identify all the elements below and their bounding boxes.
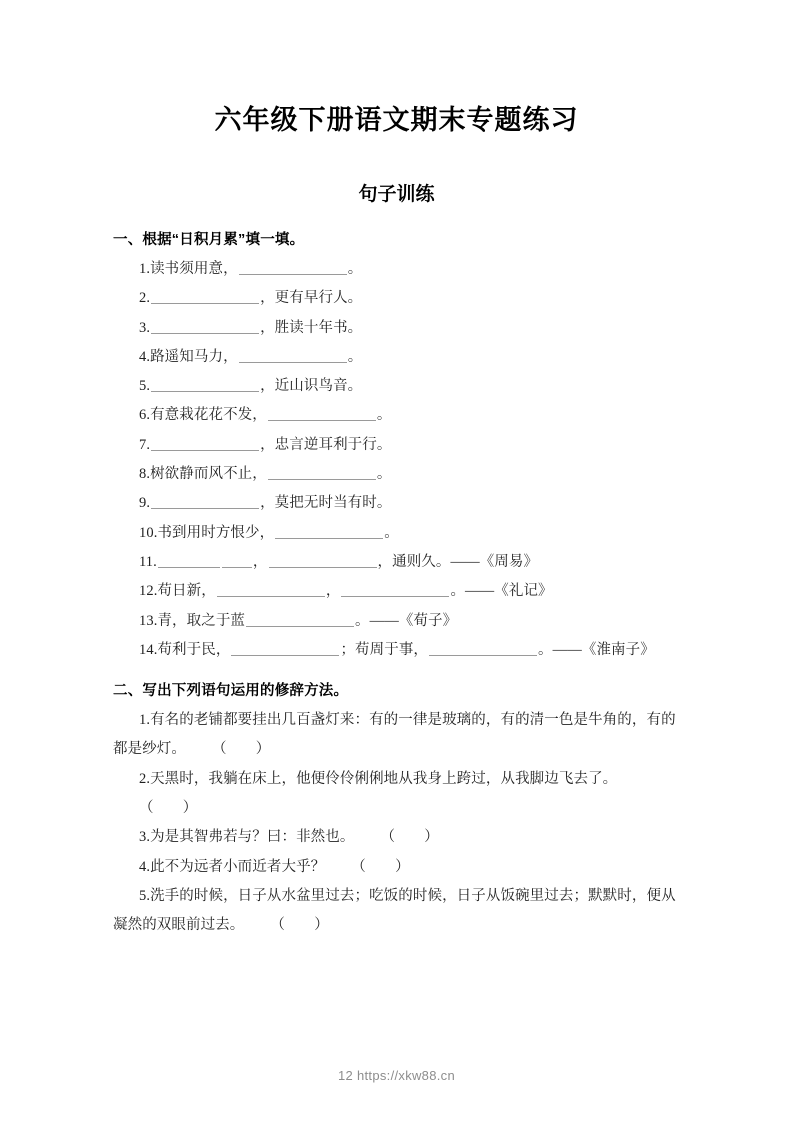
- question-number: 11.: [139, 553, 157, 570]
- question-item: [113, 314, 681, 343]
- question-text: 洗手的时候，日子从水盆里过去；吃饭的时候，日子从饭碗里过去；默默时，便从凝然的双眼前过去。: [113, 887, 676, 934]
- question-text: ；苟周于事，: [340, 641, 429, 658]
- answer-parentheses[interactable]: （ ）: [351, 858, 410, 875]
- question-number: 5.: [139, 378, 151, 395]
- question-text: 苟日新，: [157, 583, 216, 600]
- question-item: [113, 636, 681, 665]
- question-list-1: [113, 255, 681, 665]
- fill-in-blank[interactable]: [239, 260, 347, 275]
- fill-in-blank[interactable]: [246, 612, 354, 627]
- question-number: 2.: [139, 290, 151, 307]
- answer-parentheses[interactable]: （ ）: [212, 741, 271, 758]
- question-text: 树欲静而风不止，: [150, 466, 267, 483]
- fill-in-blank[interactable]: [341, 582, 449, 597]
- fill-in-blank[interactable]: [151, 289, 259, 304]
- question-text: 。: [384, 524, 399, 541]
- question-number: 1.: [139, 261, 151, 277]
- question-text: 。——《荀子》: [355, 612, 458, 629]
- question-number: 3.: [139, 319, 151, 336]
- question-number: 2.: [139, 770, 151, 787]
- fill-in-blank[interactable]: [151, 319, 259, 334]
- question-number: 14.: [139, 641, 158, 658]
- question-item: [113, 255, 681, 284]
- question-list-2: [113, 706, 681, 940]
- fill-in-blank[interactable]: [239, 348, 347, 363]
- question-text: ，莫把无时当有时。: [260, 495, 392, 512]
- page-title: 六年级下册语文期末专题练习: [214, 105, 579, 135]
- question-text: 。——《礼记》: [450, 583, 553, 600]
- question-item: [113, 284, 681, 313]
- fill-in-blank[interactable]: [151, 494, 259, 509]
- question-number: 1.: [139, 712, 151, 729]
- question-text: 有名的老铺都要挂出几百盏灯来：有的一律是玻璃的，有的清一色是牛角的，有的都是纱灯。: [113, 712, 676, 758]
- section-heading-1: 一、根据“日积月累”填一填。: [113, 232, 305, 248]
- question-text: 。: [347, 348, 363, 365]
- question-text: 天黑时，我躺在床上，他便伶伶俐俐地从我身上跨过，从我脚边飞去了。: [150, 770, 618, 787]
- question-number: 13.: [139, 612, 158, 629]
- question-number: 9.: [139, 495, 151, 512]
- question-number: 5.: [139, 887, 151, 904]
- question-item: [113, 489, 681, 518]
- question-text: 路遥知马力，: [150, 348, 238, 365]
- question-item: [113, 882, 681, 941]
- answer-parentheses[interactable]: （ ）: [270, 917, 329, 934]
- question-number: 6.: [139, 407, 151, 424]
- answer-parentheses[interactable]: （ ）: [380, 829, 439, 846]
- question-text: 读书须用意，: [150, 261, 238, 277]
- question-item: [113, 519, 681, 548]
- question-text: 此不为远者小而近者大乎？: [150, 858, 326, 875]
- question-item: [113, 577, 681, 606]
- question-item: [113, 460, 681, 489]
- question-item: [113, 706, 681, 765]
- question-number: 12.: [139, 583, 158, 600]
- question-text: 青，取之于蓝: [157, 612, 246, 629]
- question-number: 3.: [139, 829, 151, 846]
- document-body: [113, 228, 681, 941]
- fill-in-blank[interactable]: [217, 582, 325, 597]
- footer-watermark: 12 https://xkw88.cn: [338, 1068, 455, 1083]
- fill-in-blank[interactable]: [151, 436, 259, 451]
- fill-in-blank[interactable]: [268, 465, 376, 480]
- question-number: 7.: [139, 436, 151, 453]
- question-text: ，: [325, 583, 341, 600]
- question-text: ，忠言逆耳利于行。: [260, 436, 392, 453]
- question-item: [113, 823, 681, 852]
- question-text: 。: [376, 466, 392, 483]
- question-text: 为是其智弗若与？曰：非然也。: [150, 829, 355, 846]
- fill-in-blank[interactable]: [429, 641, 537, 656]
- fill-in-blank[interactable]: [231, 641, 339, 656]
- question-text: 书到用时方恨少，: [157, 524, 275, 541]
- question-text: ，通则久。——《周易》: [377, 553, 539, 570]
- question-number: 10.: [139, 524, 158, 541]
- fill-in-blank[interactable]: [275, 524, 383, 539]
- question-text: ，近山识鸟音。: [260, 378, 363, 395]
- question-item: [113, 607, 681, 636]
- fill-in-blank[interactable]: [222, 553, 252, 568]
- question-item: [113, 548, 681, 577]
- question-text: 有意栽花花不发，: [150, 407, 267, 424]
- question-text: ，胜读十年书。: [260, 319, 363, 336]
- question-item: [113, 401, 681, 430]
- question-text: ，更有早行人。: [260, 290, 363, 307]
- section-heading-2: 二、写出下列语句运用的修辞方法。: [113, 683, 349, 700]
- question-text: 。——《淮南子》: [538, 641, 655, 658]
- question-number: 4.: [139, 348, 151, 365]
- question-item: [113, 343, 681, 372]
- page-subtitle: 句子训练: [358, 184, 435, 205]
- fill-in-blank[interactable]: [151, 377, 259, 392]
- question-text: ，: [252, 553, 268, 570]
- question-text: 。: [347, 261, 363, 277]
- question-item: [113, 431, 681, 460]
- fill-in-blank[interactable]: [268, 406, 376, 421]
- question-number: 8.: [139, 466, 151, 483]
- question-text: 苟利于民，: [157, 641, 231, 658]
- question-item: [113, 372, 681, 401]
- fill-in-blank[interactable]: [158, 553, 220, 568]
- answer-parentheses[interactable]: （ ）: [139, 800, 198, 817]
- question-number: 4.: [139, 858, 151, 875]
- fill-in-blank[interactable]: [269, 553, 377, 568]
- question-item: [113, 853, 681, 882]
- question-item: [113, 765, 681, 824]
- question-text: 。: [376, 407, 392, 424]
